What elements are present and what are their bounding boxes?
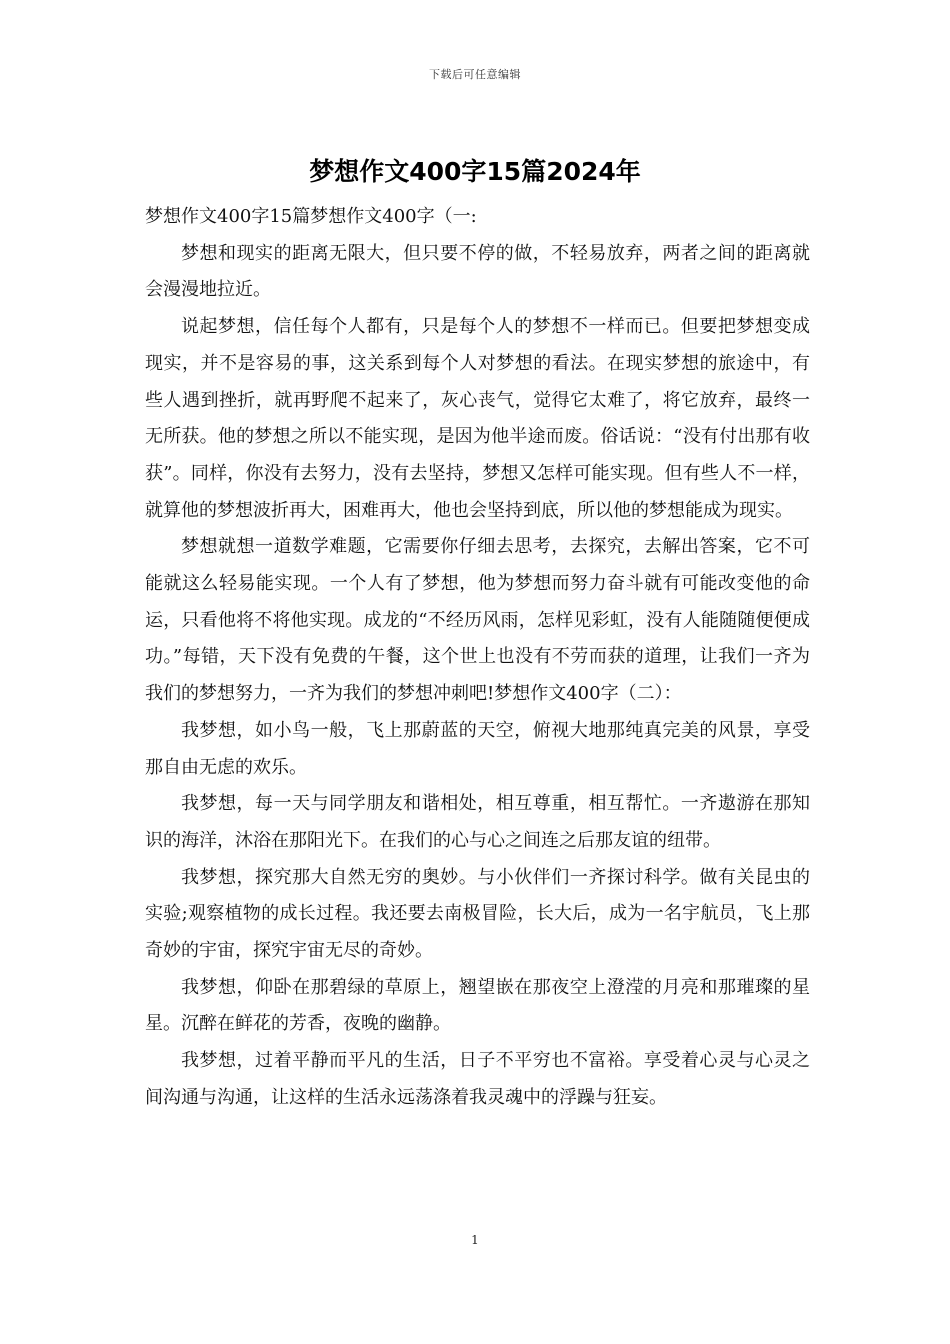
intro-line: 梦想作文400字15篇梦想作文400字（一: (145, 206, 477, 227)
page-header: 下载后可任意编辑 (429, 68, 521, 81)
paragraph: 我梦想，每一天与同学朋友和谐相处，相互尊重，相互帮忙。一齐遨游在那知识的海洋，沐浴在那阳光下。在我们的心与心之间连之后那友谊的纽带。 (145, 793, 810, 851)
paragraph: 我梦想，探究那大自然无穷的奥妙。与小伙伴们一齐探讨科学。做有关昆虫的实验;观察植物的成长过程。我还要去南极冒险，长大后，成为一名宇航员，飞上那奇妙的宇宙，探究宇宙无尽的奇妙。 (145, 866, 810, 962)
paragraph: 我梦想，如小鸟一般，飞上那蔚蓝的天空，俯视大地那纯真完美的风景，享受那自由无虑的欢乐。 (145, 719, 810, 778)
document-title: 梦想作文400字15篇2024年 (309, 157, 641, 186)
page-number: 1 (471, 1233, 479, 1247)
paragraph: 我梦想，仰卧在那碧绿的草原上，翘望嵌在那夜空上澄滢的月亮和那璀璨的星星。沉醉在鲜花的芳香，夜晚的幽静。 (145, 976, 810, 1035)
paragraph: 梦想和现实的距离无限大，但只要不停的做，不轻易放弃，两者之间的距离就会漫漫地拉近。 (145, 242, 810, 301)
paragraph: 梦想就想一道数学难题，它需要你仔细去思考，去探究，去解出答案，它不可能就这么轻易能实现。一个人有了梦想，他为梦想而努力奋斗就有可能改变他的命运，只看他将不将他实现。成龙的“不经历风雨，怎样见彩虹，没有人能随随便便成功。”每错，天下没有免费的午餐，这个世上也没有不劳而获的道理，让我们一齐为我们的梦想努力，一齐为我们的梦想冲刺吧!梦想作文400字（二）： (145, 536, 810, 705)
paragraph: 我梦想，过着平静而平凡的生活，日子不平穷也不富裕。享受着心灵与心灵之间沟通与沟通，让这样的生活永远荡涤着我灵魂中的浮躁与狂妄。 (145, 1050, 810, 1108)
paragraph: 说起梦想，信任每个人都有，只是每个人的梦想不一样而已。但要把梦想变成现实，并不是容易的事，这关系到每个人对梦想的看法。在现实梦想的旅途中，有些人遇到挫折，就再野爬不起来了，灰心丧气，觉得它太难了，将它放弃，最终一无所获。他的梦想之所以不能实现，是因为他半途而废。俗话说：“没有付出那有收获”。同样，你没有去努力，没有去坚持，梦想又怎样可能实现。但有些人不一样，就算他的梦想波折再大，困难再大，他也会坚持到底，所以他的梦想能成为现实。 (145, 316, 810, 521)
document-body (145, 199, 810, 1117)
